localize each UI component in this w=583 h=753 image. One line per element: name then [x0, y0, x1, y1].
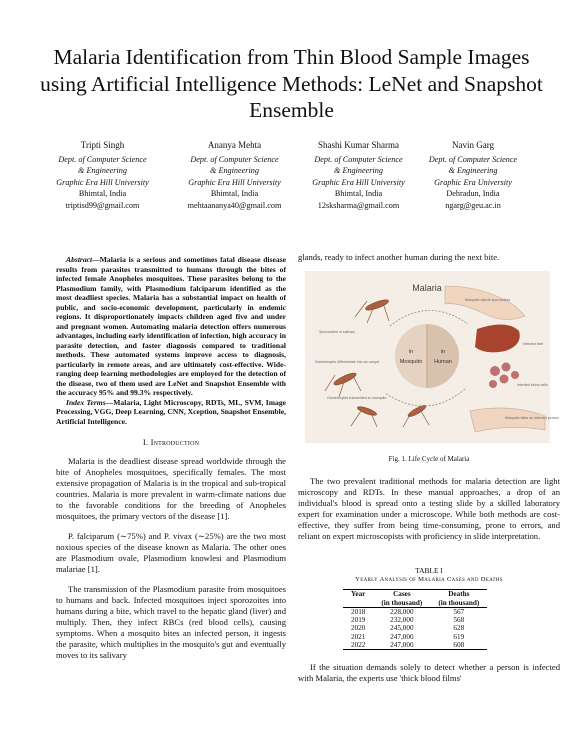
table-label: TABLE I — [415, 566, 443, 575]
author-name: Shashi Kumar Sharma — [318, 140, 399, 150]
author-2 — [172, 140, 297, 212]
table-cell: 228,000 — [390, 608, 414, 616]
author-name: Tripti Singh — [80, 140, 125, 150]
author-location: Bhimtal, India — [334, 189, 383, 199]
author-location: Dehradun, India — [446, 189, 500, 199]
table-row — [343, 633, 487, 641]
label-injected: Mosquito injects sporozoites — [465, 298, 511, 302]
author-org: Graphic Era Hill University — [312, 177, 405, 187]
author-name: Ananya Mehta — [207, 140, 262, 150]
table-header-row — [343, 590, 487, 599]
index-terms-label: Index Terms — [66, 397, 106, 407]
label-gametocytes: Gametocytes differentiate into an oocyst — [315, 360, 380, 364]
intro-paragraph-3: The transmission of the Plasmodium parasite from mosquitoes to humans and back. Infected mosquitoes inject sporozoites into humans during a bite, which travel to the hepatic gland (liver) and multiply. Then, they infect RBCs (red blood cells), causing symptoms. When a mosquito bites an infected person, it ingests the parasite, which multiplies in the mosquito's gut and eventually moves to its salivary — [56, 583, 286, 660]
author-name: Navin Garg — [451, 140, 495, 150]
author-org: Graphic Era Hill University — [188, 177, 281, 187]
table-row — [343, 641, 487, 650]
author-1 — [40, 140, 165, 212]
author-org: Graphic Era University — [434, 177, 512, 187]
author-3 — [296, 140, 421, 212]
mosquito-label: Mosquito — [399, 359, 423, 365]
paper-title: Malaria Identification from Thin Blood Sample Images using Artificial Intelligence Methods: LeNet and Snapshot Ensemble — [40, 45, 543, 122]
table-cell: 2020 — [351, 624, 366, 633]
author-email[interactable]: triptisd99@gmail.com — [65, 200, 140, 210]
table-header-cell: (in thousand) — [373, 599, 430, 608]
label-rbc: Infected blood cells — [517, 383, 548, 387]
author-dept: Dept. of Computer Science — [314, 154, 403, 164]
table-cell: 232,000 — [390, 616, 414, 625]
author-dept: Dept. of Computer Science — [190, 154, 279, 164]
author-dept: & Engineering — [78, 166, 127, 176]
author-org: Graphic Era Hill University — [56, 177, 149, 187]
label-mosquito-bites: Mosquito bites an infected person — [505, 416, 559, 420]
abstract-label: Abstract — [66, 255, 93, 264]
table-cell: 245,000 — [390, 624, 414, 633]
table-title: Yearly Analysis of Malaria Cases and Deaths — [355, 576, 503, 583]
table-cell: 2019 — [351, 616, 366, 625]
right-paragraph-3: If the situation demands solely to detect whether a person is infected with Malaria, the experts use 'thick blood films' — [298, 662, 560, 683]
label-liver: Infected liver — [523, 342, 544, 346]
svg-text:in: in — [440, 349, 446, 355]
author-dept: & Engineering — [334, 166, 383, 176]
table-cell: 247,000 — [373, 641, 430, 650]
author-email[interactable]: ngarg@geu.ac.in — [445, 200, 501, 210]
intro-paragraph-1: Malaria is the deadliest disease spread worldwide through the bite of Anopheles mosquitoes, specifically females. The most extensive propagation of Malaria is in the tropical and sub-tropical countries. Malaria is more prevalent in warm-climate nations due to the favorable conditions for the breeding of Anopheles mosquitoes, the primary vectors of the disease [1]. — [56, 455, 286, 521]
table-row — [343, 616, 487, 624]
abstract — [56, 255, 286, 398]
table-cell: 2021 — [351, 632, 366, 641]
label-sporozoites: Sporozoites in salivary — [319, 330, 355, 334]
malaria-lifecycle-figure — [305, 271, 559, 443]
table-row — [343, 608, 487, 617]
author-4 — [414, 140, 532, 212]
figure-title: Malaria — [412, 283, 442, 293]
table-header-cell — [343, 599, 373, 608]
table-cell: 2018 — [351, 608, 366, 616]
author-location: Bhimtal, India — [210, 189, 259, 199]
author-dept: & Engineering — [448, 166, 498, 176]
table-header-cell: Cases — [373, 590, 430, 599]
table-cell: 247,000 — [390, 632, 414, 641]
author-location: Bhimtal, India — [78, 189, 127, 199]
label-gametocytes-out: Gametocytes transmitted to mosquito — [327, 396, 387, 400]
left-column — [56, 255, 286, 670]
table-cell: 628 — [453, 624, 465, 633]
author-dept: & Engineering — [210, 166, 259, 176]
right-paragraph-2: The two prevalent traditional methods for malaria detection are light microscopy and RDTs. In these manual approaches, a drop of an individual's blood is spread onto a testing slide by a skilled laboratory expert for examination under a microscope. While both methods are cost-effective, they suffer from being time-consuming, prone to errors, and reliant on expert microscopists with proficiency in slide interpretation. — [298, 476, 560, 541]
table-row — [343, 624, 487, 632]
table-header-cell: Deaths — [430, 590, 487, 599]
table-cell: 568 — [453, 616, 465, 625]
author-dept: Dept. of Computer Science — [428, 154, 518, 164]
table-cell: 567 — [453, 608, 465, 616]
section-heading-introduction: I. Introduction — [142, 437, 200, 447]
table-header-cell: (in thousand) — [430, 599, 487, 608]
table-cell: 608 — [430, 641, 487, 650]
figure-caption: Fig. 1. Life Cycle of Malaria — [388, 455, 470, 463]
author-email[interactable]: 12sksharma@gmail.com — [317, 200, 400, 210]
human-label: Human — [434, 359, 452, 365]
cases-deaths-table — [343, 589, 487, 650]
table-cell: 619 — [453, 632, 465, 641]
intro-paragraph-2: P. falciparum (∼75%) and P. vivax (∼25%) are the two most noxious species of the disease known as Malaria. The other ones are Plasmodium ovale, Plasmodium knowlesi and Plasmodium malariae [1]. — [56, 530, 286, 574]
author-email[interactable]: mehtaananya40@gmail.com — [187, 200, 282, 210]
table-cell: 2022 — [343, 641, 373, 650]
svg-text:in: in — [408, 349, 414, 355]
author-dept: Dept. of Computer Science — [58, 154, 147, 164]
index-terms-text: —Malaria, Light Microscopy, RDTs, ML, SVM, Image Processing, VGG, Deep Learning, CNN, Xception, Snapshot Ensemble, Artificial Intelligence. — [56, 397, 286, 426]
table-subheader-row — [343, 599, 487, 608]
table-header-cell: Year — [343, 590, 373, 599]
right-paragraph-1: glands, ready to infect another human during the next bite. — [298, 252, 500, 262]
index-terms — [56, 398, 286, 427]
abstract-text: —Malaria is a serious and sometimes fatal disease disease results from parasites transmitted to humans through the bites of infected female Anopheles mosquitoes. These parasites belong to the Plasmodium family, with Plasmodium falciparum identified as the most deadliest species. Malaria has a substantial impact on health of public, and socio-economic development, particularly in endemic regions. It disproportionately impacts children aged five and under and pregnant women. Automating malaria detection offers numerous advantages, including early identification of infection, high accuracy in parasite detection, and faster diagnosis compared to traditional methods. These automated systems improve access to diagnosis, particularly in remote areas, and are ultimately cost-effective. Wide-ranging deep learning methodologies are employed for the detection of the disease, two of them used are LeNet and Snapshot Ensemble with the accuracy 95% and 99.3% respectively. — [56, 255, 286, 397]
